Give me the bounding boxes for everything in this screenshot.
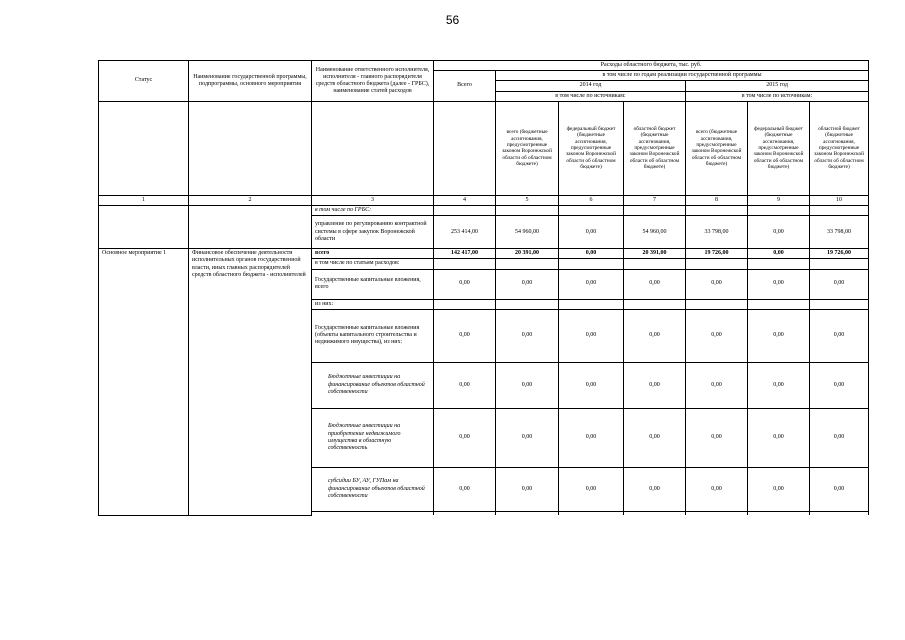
value-cell: 0,00 xyxy=(686,362,748,408)
header-by-years: в том числе по годам реализации государственной программы xyxy=(496,71,869,81)
value-cell: 0,00 xyxy=(434,467,496,511)
header-sources-2015: в том числе по источникам: xyxy=(686,91,869,101)
capital-objects-label: Государственные капитальные вложения (объекты капитального строительства и недвижимого имущества), из них: xyxy=(312,309,434,362)
value-cell: 0,00 xyxy=(748,309,810,362)
col-number: 8 xyxy=(686,195,748,205)
value-cell: 0,00 xyxy=(559,216,624,249)
value-cell: 0,00 xyxy=(434,269,496,299)
value-cell: 33 798,00 xyxy=(686,216,748,249)
value-cell: 0,00 xyxy=(686,408,748,467)
header-col10: областной бюджет (бюджетные ассигнования, предусмотренные законом Воронежской области об областном бюджете) xyxy=(810,101,869,195)
capital-label: Государственные капитальные вложения, всего xyxy=(312,269,434,299)
col-number: 7 xyxy=(624,195,686,205)
grbs-label: в том числе по ГРБС: xyxy=(312,205,434,215)
value-cell: 54 960,00 xyxy=(496,216,559,249)
value-cell: 0,00 xyxy=(559,408,624,467)
value-cell: 0,00 xyxy=(559,467,624,511)
value-cell: 0,00 xyxy=(748,216,810,249)
value-cell: 0,00 xyxy=(748,467,810,511)
col-number: 1 xyxy=(99,195,189,205)
value-cell: 0,00 xyxy=(624,467,686,511)
col-number: 6 xyxy=(559,195,624,205)
value-cell: 0,00 xyxy=(810,309,869,362)
value-cell: 0,00 xyxy=(624,408,686,467)
value-cell: 0,00 xyxy=(748,269,810,299)
budget-table xyxy=(98,60,869,516)
header-program-name: Наименование государственной программы, подпрограммы, основного мероприятия xyxy=(189,61,312,102)
value-cell: 0,00 xyxy=(624,362,686,408)
value-cell: 0,00 xyxy=(496,362,559,408)
header-col5: всего (бюджетные ассигнования, предусмотренные законом Воронежской области об областном бюджете) xyxy=(496,101,559,195)
column-numbers-row xyxy=(99,195,869,205)
main-event-name: Финансовое обеспечение деятельности исполнительных органов государственной власти, иных главных распорядителей средств областного бюджета - исполнителей xyxy=(189,249,312,516)
header-col7: областной бюджет (бюджетные ассигнования, предусмотренные законом Воронежской области об областном бюджете) xyxy=(624,101,686,195)
value-cell: 0,00 xyxy=(496,467,559,511)
value-cell: 0,00 xyxy=(434,362,496,408)
header-total: Всего xyxy=(434,71,496,102)
grbs-row xyxy=(99,205,869,215)
invest-objects-label: Бюджетные инвестиции на финансирование объектов областной собственности xyxy=(312,362,434,408)
value-cell: 0,00 xyxy=(810,467,869,511)
header-year-2015: 2015 год xyxy=(686,81,869,91)
col-number: 2 xyxy=(189,195,312,205)
header-expenses: Расходы областного бюджета, тыс. руб. xyxy=(434,61,869,71)
value-cell: 0,00 xyxy=(559,309,624,362)
subsidies-label: субсидии БУ, АУ, ГУПам на финансирование объектов областной собственности xyxy=(312,467,434,511)
value-cell: 0,00 xyxy=(434,309,496,362)
header-sources-2014: в том числе по источникам: xyxy=(496,91,686,101)
value-cell: 33 798,00 xyxy=(810,216,869,249)
col-number: 3 xyxy=(312,195,434,205)
value-cell: 0,00 xyxy=(496,269,559,299)
value-cell: 0,00 xyxy=(810,362,869,408)
value-cell: 0,00 xyxy=(624,309,686,362)
value-cell: 0,00 xyxy=(559,362,624,408)
value-cell: 19 726,00 xyxy=(686,249,748,259)
header-year-2014: 2014 год xyxy=(496,81,686,91)
value-cell: 0,00 xyxy=(686,269,748,299)
value-cell: 0,00 xyxy=(748,249,810,259)
value-cell: 0,00 xyxy=(496,309,559,362)
invest-property-label: Бюджетные инвестиции на приобретение недвижимого имущества в областную собственность xyxy=(312,408,434,467)
value-cell: 0,00 xyxy=(686,467,748,511)
header-status: Статус xyxy=(99,61,189,102)
col-number: 4 xyxy=(434,195,496,205)
value-cell: 0,00 xyxy=(748,362,810,408)
value-cell: 0,00 xyxy=(748,408,810,467)
value-cell: 0,00 xyxy=(810,269,869,299)
value-cell: 0,00 xyxy=(559,269,624,299)
header-executor: Наименование ответственного исполнителя, исполнителя - главного распорядителя средств областного бюджета (далее - ГРБС), наименование статей расходов xyxy=(312,61,434,102)
header-col6: федеральный бюджет (бюджетные ассигнования, предусмотренные законом Воронежской области об областном бюджете) xyxy=(559,101,624,195)
total-row xyxy=(99,249,869,259)
value-cell: 54 960,00 xyxy=(624,216,686,249)
value-cell: 19 726,00 xyxy=(810,249,869,259)
value-cell: 0,00 xyxy=(810,408,869,467)
value-cell: 0,00 xyxy=(434,408,496,467)
value-cell: 0,00 xyxy=(686,309,748,362)
of-them-label: из них: xyxy=(312,299,434,309)
col-number: 5 xyxy=(496,195,559,205)
value-cell: 0,00 xyxy=(559,249,624,259)
col-number: 9 xyxy=(748,195,810,205)
page-number: 56 xyxy=(445,13,460,27)
header-col9: федеральный бюджет (бюджетные ассигнования, предусмотренные законом Воронежской области об областном бюджете) xyxy=(748,101,810,195)
value-cell: 0,00 xyxy=(624,269,686,299)
articles-label: в том числе по статьям расходов: xyxy=(312,259,434,269)
value-cell: 0,00 xyxy=(496,408,559,467)
main-event-status: Основное мероприятие 1 xyxy=(99,249,189,516)
header-col8: всего (бюджетные ассигнования, предусмотренные законом Воронежской области об областном бюджете) xyxy=(686,101,748,195)
value-cell: 253 414,00 xyxy=(434,216,496,249)
value-cell: 20 391,00 xyxy=(496,249,559,259)
agency-label: управление по регулированию контрактной системы в сфере закупок Воронежской области xyxy=(312,216,434,249)
total-label: всего xyxy=(312,249,434,259)
value-cell: 142 417,00 xyxy=(434,249,496,259)
value-cell: 20 391,00 xyxy=(624,249,686,259)
col-number: 10 xyxy=(810,195,869,205)
